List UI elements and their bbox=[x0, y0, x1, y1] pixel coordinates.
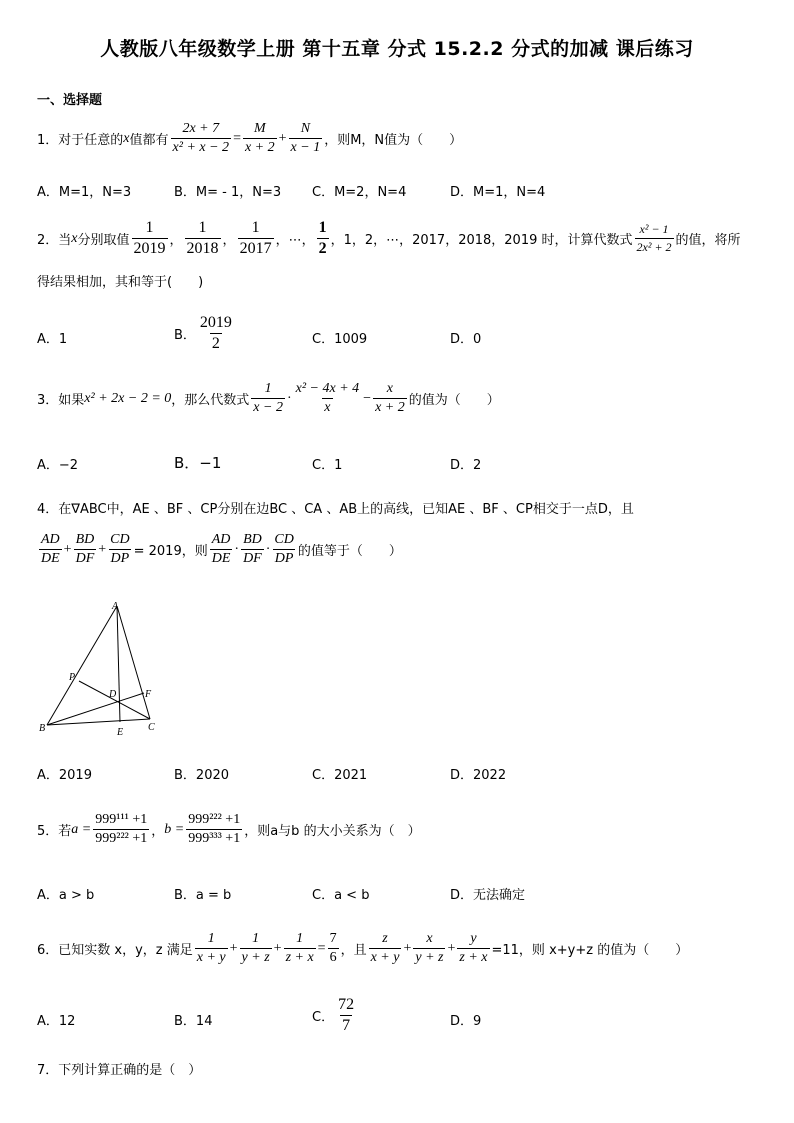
q5-var-b: b = bbox=[164, 821, 185, 837]
denominator: DF bbox=[75, 551, 95, 566]
numerator: CD bbox=[274, 532, 294, 547]
denominator: 2 bbox=[211, 335, 220, 352]
numerator: z bbox=[382, 931, 388, 946]
numerator: AD bbox=[211, 532, 231, 547]
numerator: y bbox=[470, 931, 477, 946]
q3-fraction-1 bbox=[251, 381, 285, 416]
section-heading: 一、选择题 bbox=[37, 93, 103, 108]
denominator: x − 2 bbox=[253, 400, 283, 415]
q3-option-b[interactable]: B．−1 bbox=[174, 454, 222, 472]
numerator: 1 bbox=[251, 219, 260, 236]
denominator: 2018 bbox=[186, 240, 219, 257]
numerator: N bbox=[300, 121, 311, 136]
q2-text-post: 的值，将所 bbox=[675, 233, 741, 248]
denominator: DE bbox=[211, 551, 231, 566]
plus-sign: + bbox=[229, 940, 238, 956]
denominator: x bbox=[324, 400, 331, 415]
q6-option-b[interactable]: B．14 bbox=[174, 1014, 213, 1029]
q1-number: 1． bbox=[37, 133, 59, 148]
numerator: AD bbox=[41, 532, 60, 547]
q4-product-fraction-2 bbox=[241, 532, 264, 567]
q3-text-mid: ，那么代数式 bbox=[171, 393, 250, 408]
q2-fraction-3 bbox=[238, 219, 274, 258]
denominator: x + y bbox=[370, 950, 400, 965]
q1-fraction-2 bbox=[243, 121, 277, 156]
q6-fraction-3 bbox=[284, 931, 316, 966]
q3-number: 3． bbox=[37, 393, 59, 408]
numerator: CD bbox=[110, 532, 130, 547]
q2-fraction-1 bbox=[132, 219, 168, 258]
denominator: DE bbox=[41, 551, 60, 566]
question-1 bbox=[37, 121, 462, 156]
q2-var-x: x bbox=[71, 230, 78, 246]
q2-option-d[interactable]: D．0 bbox=[450, 332, 482, 347]
q1-fraction-1 bbox=[171, 121, 232, 156]
q2-text-pre: 当 bbox=[58, 233, 72, 248]
q3-fraction-3 bbox=[373, 381, 407, 416]
q5-fraction-b bbox=[186, 812, 242, 847]
q6-fraction-7 bbox=[457, 931, 489, 966]
q1-fraction-3 bbox=[289, 121, 323, 156]
comma: ， bbox=[222, 233, 236, 248]
dot-operator: · bbox=[286, 390, 292, 406]
denominator: z + x bbox=[459, 950, 488, 965]
q6-text-pre: 已知实数 x，y，z 满足 bbox=[58, 943, 193, 958]
denominator: 7 bbox=[342, 1017, 351, 1034]
minus-sign: − bbox=[363, 390, 372, 406]
label-e: E bbox=[117, 727, 124, 738]
label-a: A bbox=[112, 601, 119, 612]
q6-fraction-2 bbox=[240, 931, 272, 966]
label-d: D bbox=[109, 689, 117, 700]
numerator: 2x + 7 bbox=[182, 121, 220, 136]
q2-option-c[interactable]: C．1009 bbox=[312, 332, 368, 347]
dot-operator: · bbox=[265, 541, 271, 557]
question-7: 7．下列计算正确的是（ ） bbox=[37, 1063, 202, 1078]
q6-text-mid: ，且 bbox=[340, 943, 367, 958]
q2-option-b-fraction bbox=[198, 314, 234, 353]
q2-fraction-5 bbox=[635, 222, 674, 255]
numerator: BD bbox=[243, 532, 262, 547]
q3-equation: x² + 2x − 2 = 0 bbox=[84, 390, 172, 406]
q6-option-d[interactable]: D．9 bbox=[450, 1014, 482, 1029]
q3-option-a[interactable]: A．−2 bbox=[37, 458, 79, 473]
edge-ab bbox=[47, 606, 117, 725]
q2-option-b[interactable] bbox=[174, 314, 236, 353]
denominator: x² + x − 2 bbox=[172, 140, 230, 155]
q6-text-post: =11，则 x+y+z 的值为（ ） bbox=[491, 943, 689, 958]
q2-text-mid: 分别取值 bbox=[77, 233, 130, 248]
q5-var-a: a = bbox=[71, 821, 92, 837]
q4-fraction-ad-de bbox=[39, 532, 62, 567]
q1-option-b[interactable]: B．M= - 1，N=3 bbox=[174, 185, 282, 200]
denominator: 6 bbox=[329, 950, 337, 965]
edge-ac bbox=[117, 606, 150, 719]
q2-option-a[interactable]: A．1 bbox=[37, 332, 68, 347]
denominator: y + z bbox=[415, 950, 444, 965]
numerator: 72 bbox=[338, 996, 355, 1013]
denominator: x + 2 bbox=[375, 400, 405, 415]
question-2 bbox=[37, 219, 741, 258]
q3-text-post: 的值为（ ） bbox=[408, 393, 500, 408]
numerator: 1 bbox=[207, 931, 215, 946]
numerator: 1 bbox=[252, 931, 260, 946]
option-label: C． bbox=[312, 1010, 335, 1025]
equals-sign: = bbox=[317, 940, 326, 956]
q5-fraction-a bbox=[93, 812, 149, 847]
label-b: B bbox=[39, 723, 46, 734]
triangle-figure bbox=[36, 598, 166, 740]
denominator: DF bbox=[243, 551, 262, 566]
q1-text-pre: 对于任意的 bbox=[58, 133, 124, 148]
plus-sign: + bbox=[403, 940, 412, 956]
q4-option-a[interactable]: A．2019 bbox=[37, 768, 92, 783]
denominator: x − 1 bbox=[290, 140, 321, 155]
denominator: 2 bbox=[318, 240, 327, 257]
denominator: x + y bbox=[196, 950, 226, 965]
q2-text-mid2: ，⋯， bbox=[275, 233, 315, 248]
question-3 bbox=[37, 381, 500, 416]
label-f: F bbox=[145, 689, 152, 700]
q6-fraction-1 bbox=[195, 931, 228, 966]
q3-fraction-2 bbox=[294, 381, 362, 416]
equals-sign: = bbox=[233, 130, 241, 146]
plus-sign: + bbox=[278, 130, 287, 146]
denominator: DP bbox=[274, 551, 294, 566]
q5-option-b[interactable]: B．a = b bbox=[174, 888, 232, 903]
denominator: 2x² + 2 bbox=[636, 240, 672, 254]
numerator: 999²²² +1 bbox=[188, 812, 241, 827]
q6-option-c-fraction bbox=[336, 996, 356, 1035]
denominator: y + z bbox=[241, 950, 270, 965]
numerator: 1 bbox=[198, 219, 207, 236]
plus-sign: + bbox=[98, 541, 107, 557]
denominator: z + x bbox=[285, 950, 314, 965]
q1-option-c[interactable]: C．M=2，N=4 bbox=[312, 185, 407, 200]
numerator: x bbox=[386, 381, 393, 396]
numerator: 1 bbox=[296, 931, 304, 946]
comma: ， bbox=[151, 824, 165, 839]
denominator: DP bbox=[110, 551, 130, 566]
q6-fraction-5 bbox=[369, 931, 402, 966]
q1-text-post: ，则M，N值为（ ） bbox=[324, 133, 463, 148]
question-5 bbox=[37, 812, 421, 847]
altitude-cp bbox=[79, 681, 150, 719]
q2-fraction-4 bbox=[317, 219, 329, 258]
q2-fraction-2 bbox=[185, 219, 221, 258]
q5-option-a[interactable]: A．a > b bbox=[37, 888, 95, 903]
numerator: x² − 4x + 4 bbox=[295, 381, 360, 396]
question-4 bbox=[37, 498, 634, 517]
q5-number: 5． bbox=[37, 824, 59, 839]
q4-product-fraction-3 bbox=[272, 532, 295, 567]
q2-line-2: 得结果相加，其和等于( ) bbox=[37, 275, 204, 290]
question-6 bbox=[37, 931, 688, 966]
denominator: x + 2 bbox=[244, 140, 275, 155]
q6-option-a[interactable]: A．12 bbox=[37, 1014, 76, 1029]
q2-number: 2． bbox=[37, 233, 59, 248]
q5-option-c[interactable]: C．a < b bbox=[312, 888, 370, 903]
q4-text-eq: = 2019，则 bbox=[133, 544, 208, 559]
q4-option-c[interactable]: C．2021 bbox=[312, 768, 368, 783]
altitude-ae bbox=[117, 606, 120, 722]
numerator: 7 bbox=[329, 931, 337, 946]
q6-option-c[interactable] bbox=[312, 996, 358, 1035]
numerator: BD bbox=[75, 532, 95, 547]
q5-option-d[interactable]: D．无法确定 bbox=[450, 888, 526, 903]
numerator: x² − 1 bbox=[639, 222, 669, 236]
q3-text-pre: 如果 bbox=[58, 393, 85, 408]
numerator: 1 bbox=[264, 381, 272, 396]
label-c: C bbox=[148, 722, 155, 733]
q2-text-mid3: ，1，2，⋯，2017，2018，2019 时，计算代数式 bbox=[330, 233, 633, 248]
q1-var-x: x bbox=[123, 130, 130, 146]
dot-operator: · bbox=[234, 541, 240, 557]
q3-option-c[interactable]: C．1 bbox=[312, 458, 343, 473]
q6-number: 6． bbox=[37, 943, 59, 958]
q4-text-post: 的值等于（ ） bbox=[297, 544, 402, 559]
comma: ， bbox=[169, 233, 183, 248]
plus-sign: + bbox=[447, 940, 456, 956]
numerator: 2019 bbox=[199, 314, 232, 331]
q4-number: 4． bbox=[37, 502, 59, 517]
plus-sign: + bbox=[273, 940, 282, 956]
q4-fraction-cd-dp bbox=[108, 532, 131, 567]
denominator: 2019 bbox=[133, 240, 166, 257]
page-title: 人教版八年级数学上册 第十五章 分式 15.2.2 分式的加减 课后练习 bbox=[100, 38, 694, 60]
plus-sign: + bbox=[63, 541, 72, 557]
q6-fraction-6 bbox=[413, 931, 445, 966]
option-label: B． bbox=[174, 328, 196, 343]
q1-option-d[interactable]: D．M=1，N=4 bbox=[450, 185, 546, 200]
q5-text-pre: 若 bbox=[58, 824, 72, 839]
q4-line-2 bbox=[37, 532, 402, 567]
q4-product-fraction-1 bbox=[210, 532, 233, 567]
denominator: 2017 bbox=[239, 240, 272, 257]
numerator: 999¹¹¹ +1 bbox=[95, 812, 148, 827]
numerator: M bbox=[253, 121, 266, 136]
q4-fraction-bd-df bbox=[74, 532, 97, 567]
denominator: 999²²² +1 bbox=[95, 831, 148, 846]
q4-option-b[interactable]: B．2020 bbox=[174, 768, 230, 783]
q1-option-a[interactable]: A．M=1，N=3 bbox=[37, 185, 132, 200]
label-p: P bbox=[69, 672, 76, 683]
numerator: 1 bbox=[318, 219, 327, 236]
q4-text-line1: 在∇ABC中，AE 、BF 、CP分别在边BC 、CA 、AB上的高线，已知AE 、BF 、CP相交于一点D，且 bbox=[58, 502, 634, 517]
q5-text-post: ，则a与b 的大小关系为（ ） bbox=[244, 824, 421, 839]
q1-text-mid: 值都有 bbox=[129, 133, 169, 148]
q4-option-d[interactable]: D．2022 bbox=[450, 768, 507, 783]
numerator: 1 bbox=[145, 219, 154, 236]
q6-fraction-4 bbox=[328, 931, 339, 966]
numerator: x bbox=[426, 931, 433, 946]
denominator: 999³³³ +1 bbox=[188, 831, 241, 846]
q3-option-d[interactable]: D．2 bbox=[450, 458, 482, 473]
